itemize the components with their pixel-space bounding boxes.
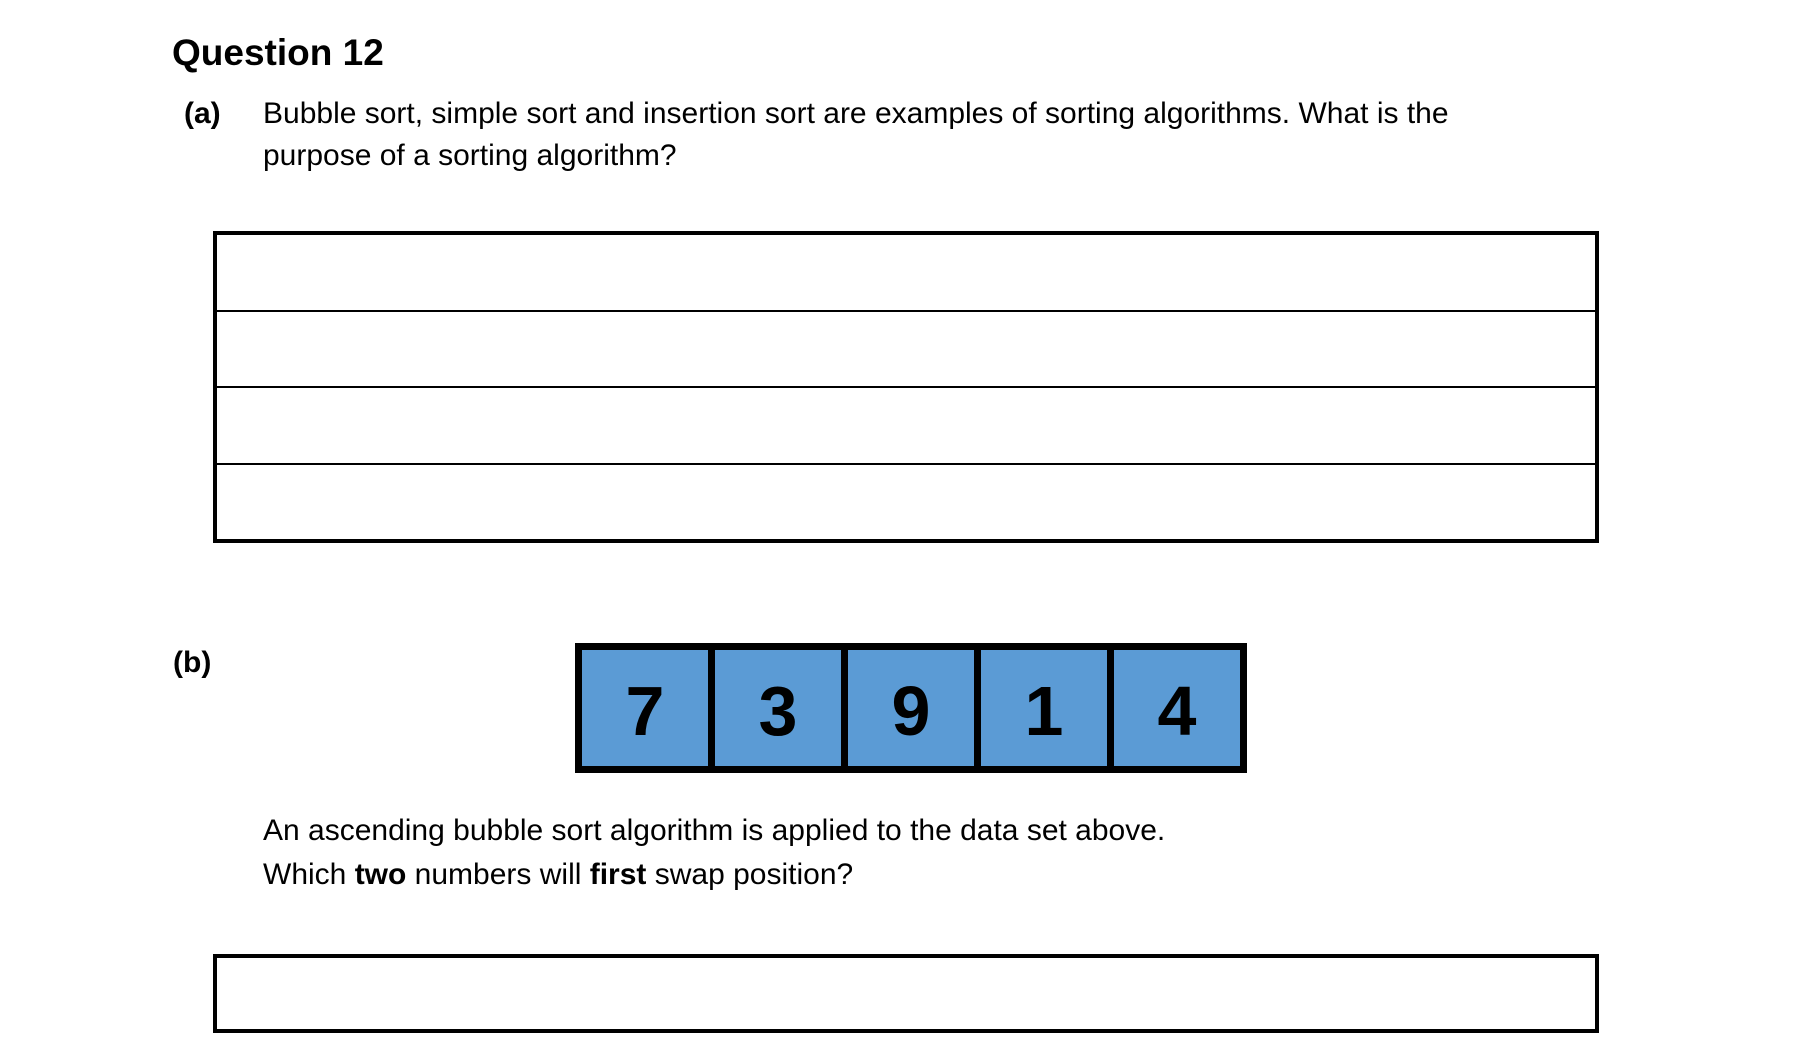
part-a-question-line1: Bubble sort, simple sort and insertion sort are examples of sorting algorithms. What is the <box>263 97 1449 130</box>
part-b-question-line1: An ascending bubble sort algorithm is applied to the data set above. <box>263 814 1166 847</box>
part-b-label: (b) <box>173 646 212 679</box>
part-b-q-suffix: swap position? <box>646 858 854 891</box>
array-cell-value: 4 <box>1157 672 1197 750</box>
answer-line[interactable] <box>217 235 1595 312</box>
array-cell-value: 9 <box>891 672 931 750</box>
array-cell <box>1107 643 1247 773</box>
part-a-question-line2: purpose of a sorting algorithm? <box>263 139 677 172</box>
part-b-question-line2 <box>263 853 1165 897</box>
part-b-q-mid: numbers will <box>406 858 590 891</box>
data-array <box>575 643 1247 773</box>
part-a-question-text <box>263 93 1449 177</box>
answer-line[interactable] <box>217 465 1595 540</box>
question-title: Question 12 <box>172 32 384 73</box>
part-b-question <box>263 809 1165 897</box>
array-cell-value: 7 <box>625 672 665 750</box>
part-b-answer-box[interactable] <box>213 954 1599 1033</box>
array-cell <box>974 643 1114 773</box>
answer-line[interactable] <box>217 312 1595 389</box>
part-b-q-bold-two: two <box>354 858 407 891</box>
part-a-question <box>184 93 1449 177</box>
part-a-label: (a) <box>184 97 221 130</box>
part-b-q-prefix: Which <box>263 858 355 891</box>
array-cell <box>708 643 848 773</box>
array-cell <box>841 643 981 773</box>
answer-line[interactable] <box>217 388 1595 465</box>
part-b-q-bold-first: first <box>589 858 647 891</box>
array-cell-value: 3 <box>758 672 798 750</box>
array-cell <box>575 643 715 773</box>
part-a-answer-box[interactable] <box>213 231 1599 543</box>
array-cell-value: 1 <box>1024 672 1064 750</box>
